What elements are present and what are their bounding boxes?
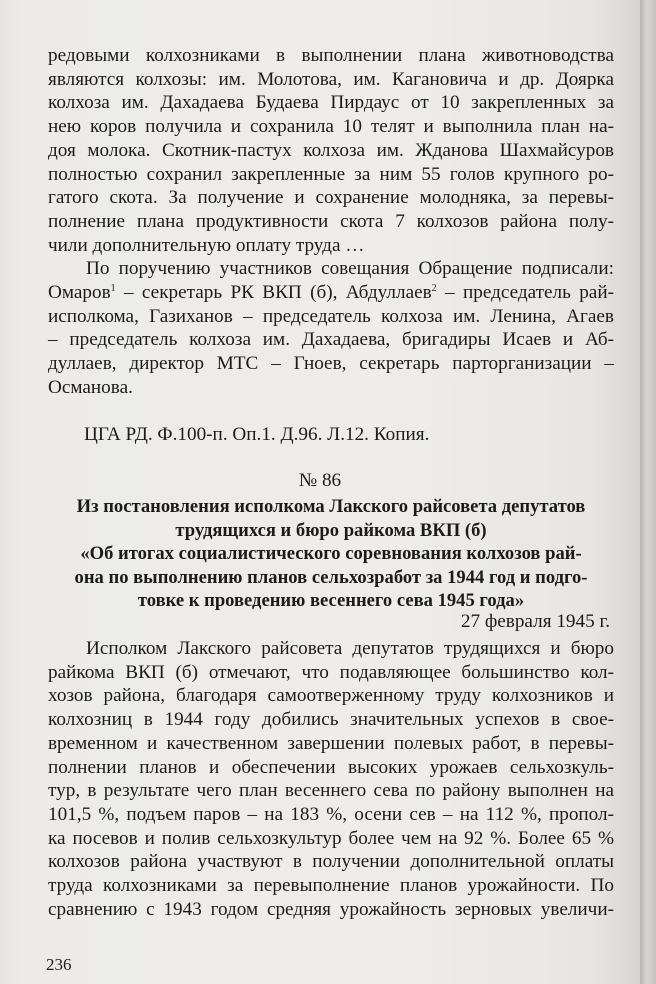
footnote-marker: 2 <box>431 283 437 295</box>
paragraph-line: труда колхозниками за перевыполнение планов урожайности. По <box>48 875 614 897</box>
heading-line: она по выполнению планов сельхозработ за 1944 год и подго- <box>74 566 588 588</box>
heading-line: «Об итогах социалистического соревнования колхозов рай- <box>80 543 582 565</box>
paragraph-line: колхозов района участвуют в получении дополнительной оплаты <box>48 851 614 873</box>
signatories-line: – председатель колхоза им. Дахадаева, бригадиры Исаев и Аб- <box>48 329 614 351</box>
paragraph-line: нею коров получила и сохранила 10 телят и выполнила план на- <box>48 116 614 138</box>
heading-line: трудящихся и бюро райкома ВКП (б) <box>175 519 487 541</box>
text-block-top <box>48 44 614 400</box>
page-edge <box>640 0 656 984</box>
page-number: 236 <box>46 955 72 974</box>
heading-line: Из постановления исполкома Лакского райсовета депутатов <box>76 496 586 517</box>
paragraph-line: полностью сохранил закрепленные за ним 55 голов крупного ро- <box>48 163 614 185</box>
signatories-line: исполкома, Газиханов – председатель колхоза им. Ленина, Агаев <box>48 305 614 327</box>
paragraph-line: колхоза им. Дахадаева Будаева Пирдаус от 10 закрепленных за <box>48 92 614 114</box>
paragraph-line: временном и качественном завершении полевых работ, в перевы- <box>48 732 614 754</box>
paragraph-line: 101,5 %, подъем паров – на 183 %, осени сев – на 112 %, пропол- <box>48 803 614 825</box>
heading-line: товке к проведению весеннего сева 1945 года» <box>137 590 525 612</box>
document-number: № 86 <box>298 470 342 491</box>
signatories-line: дуллаев, директор МТС – Гноев, секретарь парторганизации – <box>48 353 614 375</box>
paragraph-line: доя молока. Скотник-пастух колхоза им. Жданова Шахмайсуров <box>48 139 614 161</box>
paragraph-line: являются колхозы: им. Молотова, им. Кагановича и др. Доярка <box>48 68 614 90</box>
paragraph-line: райкома ВКП (б) отмечают, что подавляющее большинство кол- <box>48 661 614 683</box>
signatories-intro-line: По поручению участников совещания Обращение подписали: <box>86 258 614 280</box>
paragraph-line: хозов района, благодаря самоотверженному труду колхозников и <box>48 685 614 707</box>
document-date: 27 февраля 1945 г. <box>460 611 610 632</box>
signatory-text: – председатель рай- <box>436 282 614 304</box>
paragraph-line: полнение плана продуктивности скота 7 колхозов района полу- <box>48 210 614 232</box>
paragraph-line: Исполком Лакского райсовета депутатов трудящихся и бюро <box>86 638 614 659</box>
footnote-marker: 1 <box>110 283 116 295</box>
paragraph-line: редовыми колхозниками в выполнении плана животноводства <box>48 45 614 66</box>
paragraph-line: чили дополнительную оплату труда … <box>48 234 365 256</box>
document-heading <box>48 495 614 613</box>
signatory-text: – секретарь РК ВКП (б), Абдуллаев <box>115 282 432 304</box>
paragraph-line: ка посевов и полив сельхозкультур более чем на 92 %. Более 65 % <box>48 827 614 849</box>
text-block-bottom <box>48 637 614 921</box>
paragraph-line: тур, в результате чего план весеннего сева по району выполнен на <box>48 780 614 802</box>
signatory-omarov: Омаров <box>48 282 111 304</box>
paragraph-line: полнении планов и обеспечении высоких урожаев сельхозкуль- <box>48 756 614 778</box>
paragraph-line: сравнению с 1943 годом средняя урожайность зерновых увеличи- <box>48 898 614 920</box>
paragraph-line: колхозниц в 1944 году добились значительных успехов в свое- <box>48 709 614 731</box>
signatories-line: Османова. <box>48 376 133 398</box>
paragraph-line: гатого скота. За получение и сохранение молодняка, за перевы- <box>48 187 614 209</box>
archive-source-reference: ЦГА РД. Ф.100-п. Оп.1. Д.96. Л.12. Копия. <box>84 424 430 445</box>
signatories-line <box>48 281 614 305</box>
